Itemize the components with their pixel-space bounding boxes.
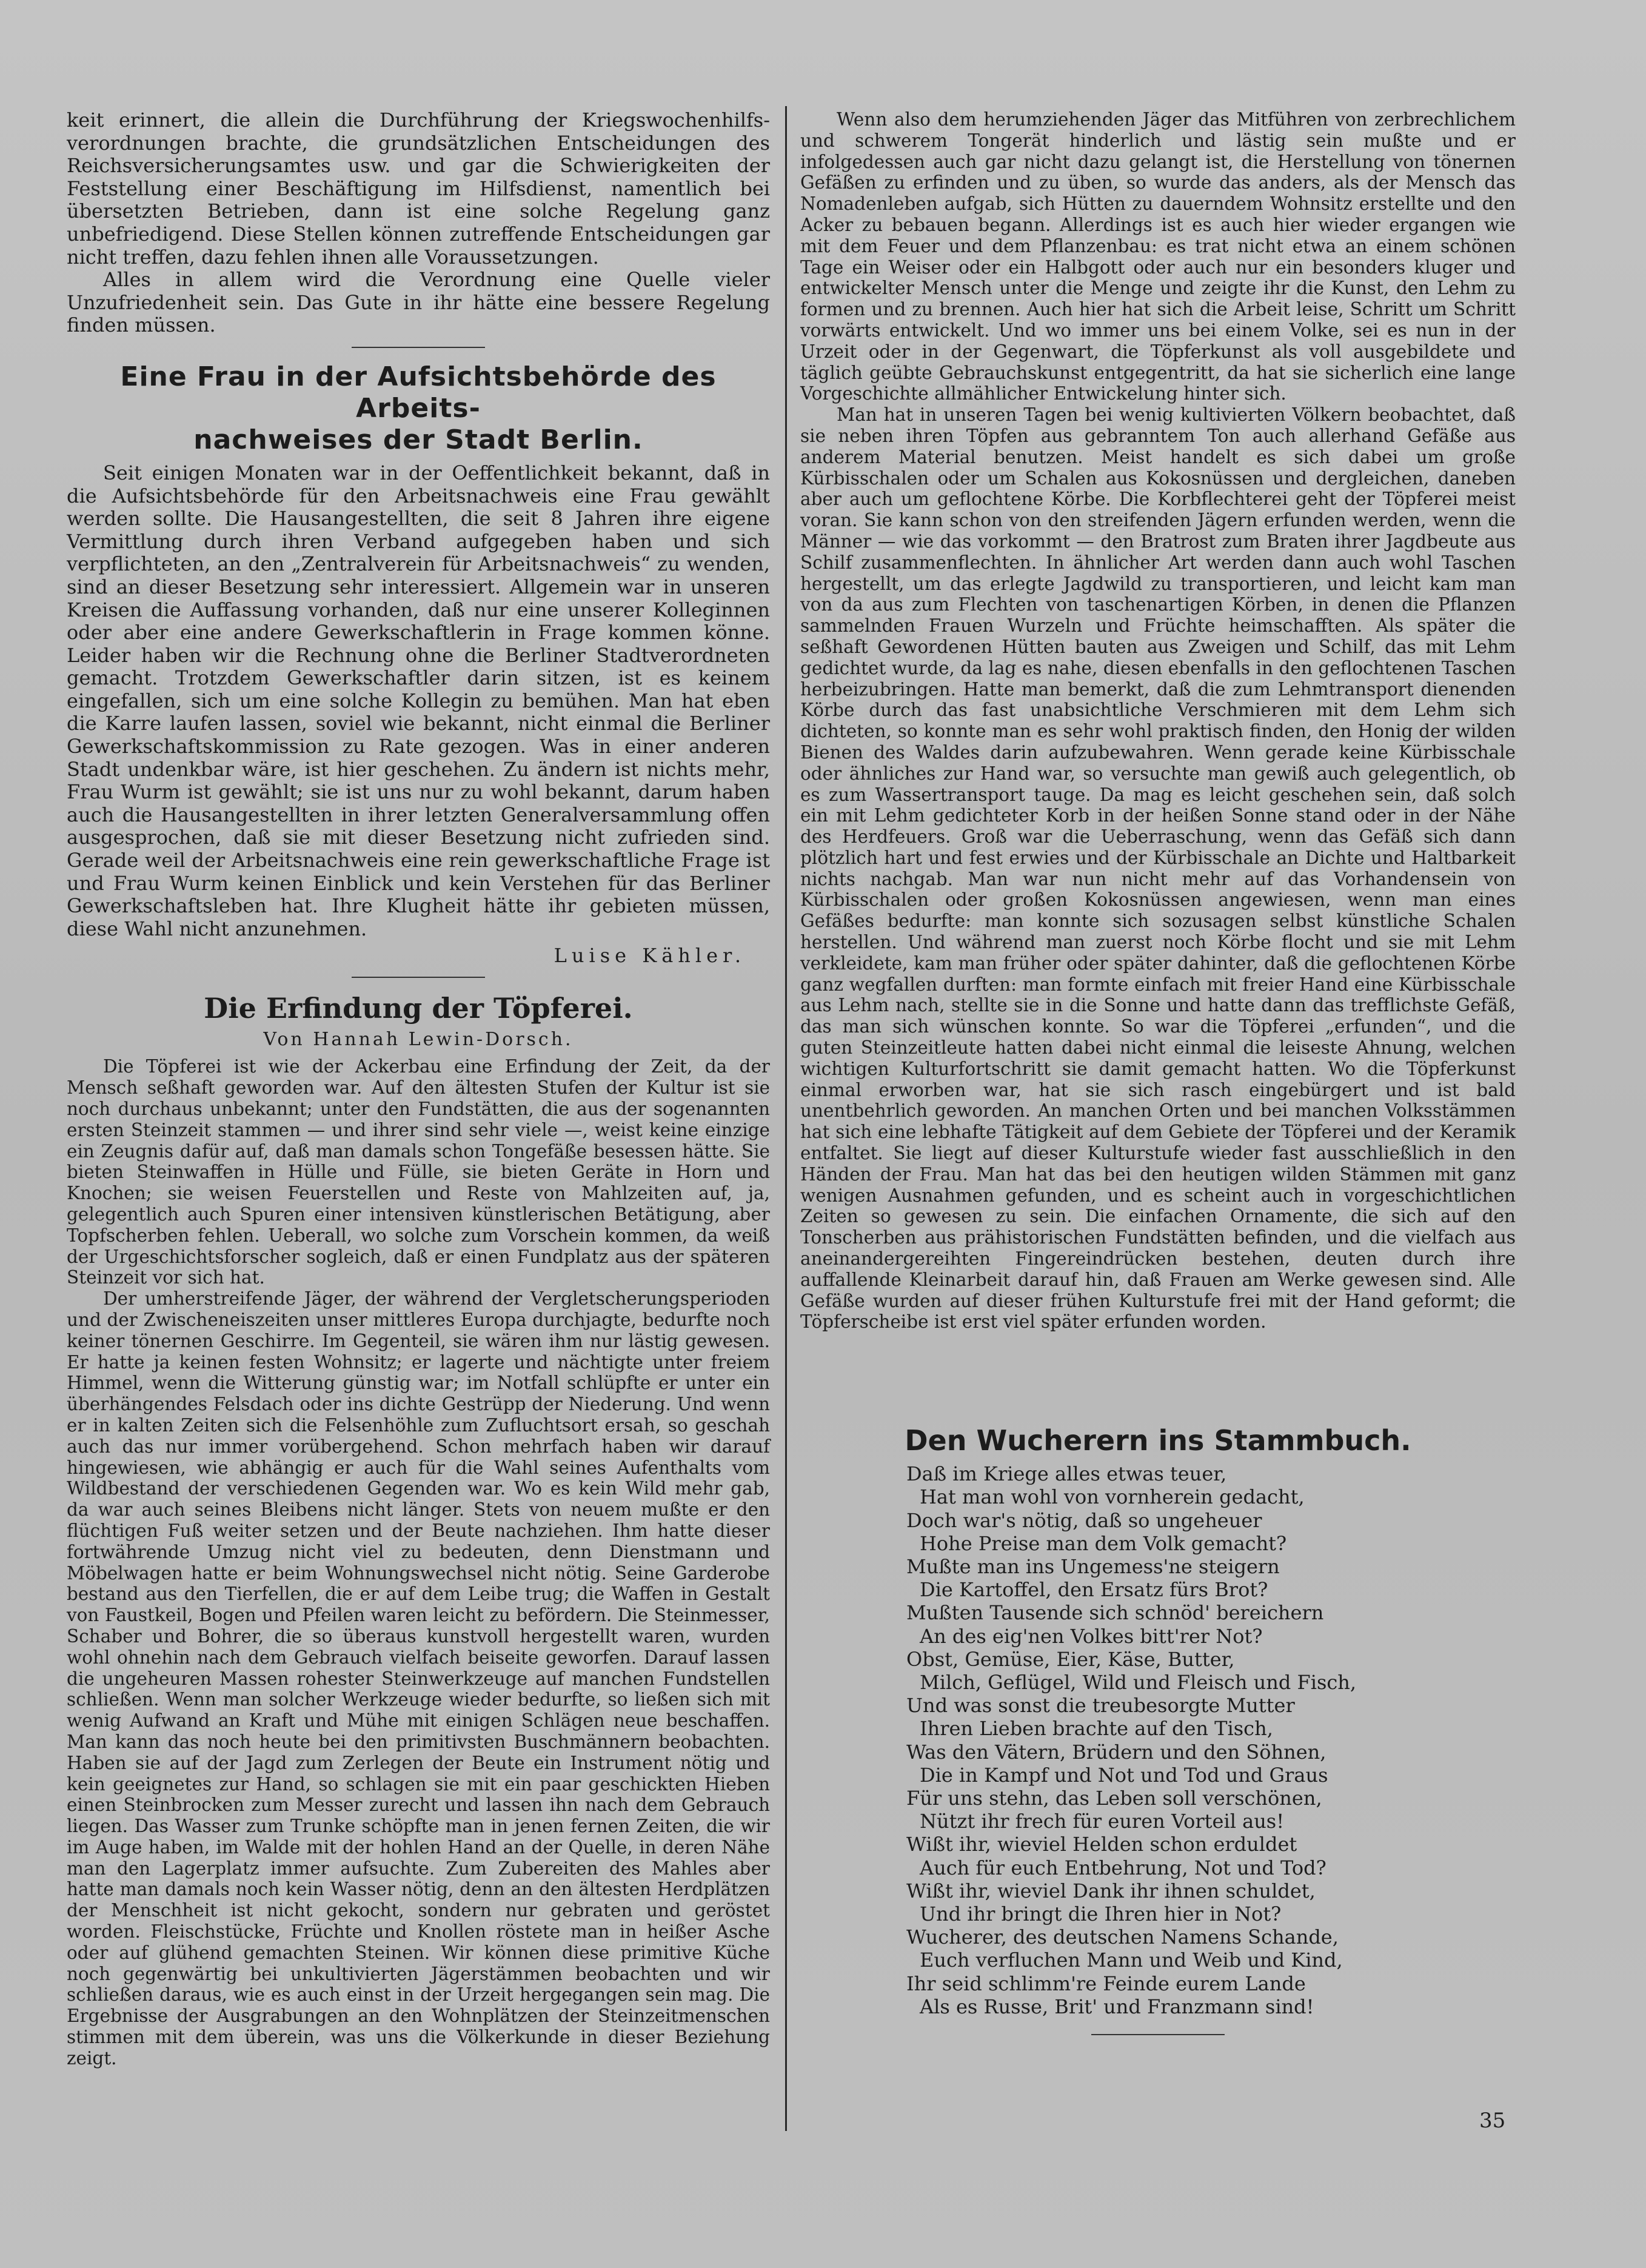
poem-line: Nützt ihr frech für euren Vorteil aus!: [920, 1810, 1285, 1833]
intro-paragraph-1: keit erinnert, die allein die Durchführung der Kriegswochenhilfs-verordnungen brachte, die grundsätzlichen Entscheidungen des Reichsversicherungsamtes usw. und gar die Schwierigkeiten der Feststellung einer Beschäftigung im Hilfsdienst, namentlich bei übersetzten Betrieben, dann ist eine solche Regelung ganz unbefriedigend. Diese Stellen können zutreffende Entscheidungen gar nicht treffen, dazu fehlen ihnen alle Voraussetzungen.: [67, 109, 770, 269]
poem-line: Und was sonst die treubesorgte Mutter: [906, 1694, 1295, 1718]
poem-line: Für uns stehn, das Leben soll verschönen,: [906, 1787, 1322, 1810]
left-column: [67, 109, 770, 2069]
poem-line: Ihren Lieben brachte auf den Tisch,: [920, 1717, 1273, 1741]
poem-line: Mußten Tausende sich schnöd' bereichern: [906, 1601, 1324, 1625]
column-divider: [785, 106, 787, 2131]
poem-line: Und ihr bringt die Ihren hier in Not?: [920, 1902, 1282, 1926]
poem-title: Den Wucherern ins Stammbuch.: [905, 1424, 1411, 1457]
poem-line: Wißt ihr, wieviel Helden schon erduldet: [906, 1833, 1297, 1856]
toepferei-paragraph-4: Man hat in unseren Tagen bei wenig kultivierten Völkern beobachtet, daß sie neben ihren Töpfen aus gebranntem Ton auch allerhand Gefäße aus anderem Material benutzen. Meist handelt es sich dabei um große Kürbisschalen oder um Schalen aus Kokosnüssen und dergleichen, daneben aber auch um geflochtene Körbe. Die Korbflechterei geht der Töpferei meist voran. Sie kann schon von den streifenden Jägern erfunden werden, wenn die Männer — wie das vorkommt — den Bratrost zum Braten ihrer Jagdbeute aus Schilf zusammenflechten. In ähnlicher Art werden dann auch wohl Taschen hergestellt, um das erlegte Jagdwild zu transportieren, und leicht kam man von da aus zum Flechten von taschenartigen Körben, in denen die Pflanzen sammelnden Frauen Wurzeln und Früchte heimschafften. Als später die seßhaft Gewordenen Hütten bauten aus Zweigen und Schilf, das mit Lehm gedichtet wurde, da lag es nahe, diesen ebenfalls in den geflochtenen Taschen herbeizubringen. Hatte man bemerkt, daß die zum Lehmtransport dienenden Körbe durch das fast unabsichtliche Verschmieren mit dem Lehm sich dichteten, so konnte man es sehr wohl praktisch finden, den Honig der wilden Bienen des Waldes darin aufzubewahren. Wenn gerade keine Kürbisschale oder ähnliches zur Hand war, so versuchte man gewiß auch gelegentlich, ob es zum Wassertransport tauge. Da mag es leicht geschehen sein, daß solch ein mit Lehm gedichteter Korb in der heißen Sonne stand oder in der Nähe des Herdfeuers. Groß war die Ueberraschung, wenn das Gefäß sich dann plötzlich hart und fest erwies und der Kürbisschale an Dichte und Haltbarkeit nichts nachgab. Man war nun nicht mehr auf das Vorhandensein von Kürbisschalen oder großen Kokosnüssen angewiesen, wenn man eines Gefäßes bedurfte: man konnte sich sozusagen selbst künstliche Schalen herstellen. Und während man zuerst noch Körbe flocht und sie mit Lehm verkleidete, kam man früher oder später dahinter, daß die geflochtenen Körbe ganz wegfallen durften: man formte einfach mit freier Hand eine Kürbisschale aus Lehm nach, stellte sie in die Sonne und hatte dann das trefflichste Gefäß, das man sich wünschen konnte. So war die Töpferei „erfunden“, und die guten Steinzeitleute hatten dabei nicht einmal die leiseste Ahnung, welchen wichtigen Kulturfortschritt sie damit gemacht hatten. Wo die Töpferkunst einmal erworben war, hat sie sich rasch eingebürgert und ist bald unentbehrlich geworden. An manchen Orten und bei manchen Volksstämmen hat sich eine lebhafte Tätigkeit auf dem Gebiete der Töpferei und der Keramik entfaltet. Sie liegt auf dieser Kulturstufe wieder fast ausschließlich in den Händen der Frau. Man hat das bei den heutigen wilden Stämmen mit ganz wenigen Ausnahmen gefunden, und es scheint auch in vorgeschichtlichen Zeiten so gewesen zu sein. Die einfachen Ornamente, die sich auf den Tonscherben aus prähistorischen Fundstätten befinden, und die vielfach aus aneinandergereihten Fingereindrücken bestehen, deuten durch ihre auffallende Kleinarbeit darauf hin, daß Frauen am Werke gewesen sind. Alle Gefäße wurden auf dieser frühen Kulturstufe frei mit der Hand geformt; die Töpferscheibe ist erst viel später erfunden worden.: [800, 404, 1516, 1333]
article-title-toepferei: Die Erfindung der Töpferei.: [204, 992, 633, 1025]
poem-line: Auch für euch Entbehrung, Not und Tod?: [920, 1856, 1327, 1879]
toepferei-paragraph-2: Der umherstreifende Jäger, der während der Vergletscherungsperioden und der Zwischeneiszeiten unser mittleres Europa durchjagte, bedurfte noch keiner tönernen Geschirre. Im Gegenteil, sie wären ihm nur lästig gewesen. Er hatte ja keinen festen Wohnsitz; er lagerte und nächtigte unter freiem Himmel, wenn die Witterung günstig war; im Notfall schlüpfte er unter ein überhängendes Felsdach oder ins dichte Gestrüpp der Niederung. Und wenn er in kalten Zeiten sich die Felsenhöhle zum Zufluchtsort ersah, so geschah auch das nur immer vorübergehend. Schon mehrfach haben wir darauf hingewiesen, wie abhängig er auch für die Wahl seines Aufenthalts vom Wildbestand der verschiedenen Gegenden war. Wo es kein Wild mehr gab, da war auch seines Bleibens nicht länger. Stets von neuem mußte er den flüchtigen Fuß weiter setzen und der Beute nachziehen. Ihm hatte dieser fortwährende Umzug nicht viel zu bedeuten, denn Dienstmann und Möbelwagen hatte er beim Wohnungswechsel nicht nötig. Seine Garderobe bestand aus den Tierfellen, die er auf dem Leibe trug; die Waffen in Gestalt von Faustkeil, Bogen und Pfeilen waren leicht zu befördern. Die Steinmesser, Schaber und Bohrer, die so überaus kunstvoll hergestellt waren, wurden wohl ohnehin nach dem Gebrauch vielfach beiseite geworfen. Darauf lassen die ungeheuren Massen rohester Steinwerkzeuge auf manchen Fundstellen schließen. Wenn man solcher Werkzeuge wieder bedurfte, so ließen sich mit wenig Aufwand an Kraft und Mühe mit einigen Schlägen neue beschaffen. Man kann das noch heute bei den primitivsten Buschmännern beobachten. Haben sie auf der Jagd zum Zerlegen der Beute ein Instrument nötig und kein geeignetes zur Hand, so schlagen sie mit ein paar geschickten Hieben einen Steinbrocken zum Messer zurecht und lassen ihn nach dem Gebrauch liegen. Das Wasser zum Trunke schöpfte man in jenen fernen Zeiten, die wir im Auge haben, im Walde mit der hohlen Hand an der Quelle, in deren Nähe man den Lagerplatz immer aufsuchte. Zum Zubereiten des Mahles aber hatte man damals noch kein Wasser nötig, denn an den ältesten Herdplätzen der Menschheit ist nicht gekocht, sondern nur gebraten und geröstet worden. Fleischstücke, Früchte und Knollen röstete man in heißer Asche oder auf glühend gemachten Steinen. Wir können diese primitive Küche noch gegenwärtig bei unkultivierten Jägerstämmen beobachten und wir schließen daraus, wie es auch einst in der Urzeit hergegangen sein mag. Die Ergebnisse der Ausgrabungen an den Wohnplätzen der Steinzeitmenschen stimmen mit dem überein, was uns die Völkerkunde in dieser Beziehung zeigt.: [67, 1288, 770, 2069]
poem-line: Die Kartoffel, den Ersatz fürs Brot?: [920, 1578, 1268, 1602]
toepferei-paragraph-3: Wenn also dem herumziehenden Jäger das Mitführen von zerbrechlichem und schwerem Tongerät hinderlich und lästig sein mußte und er infolgedessen auch gar nicht dazu gelangt ist, die Herstellung von tönernen Gefäßen zu erfinden und zu üben, so wurde das anders, als der Mensch das Nomadenleben aufgab, sich Hütten zu dauerndem Wohnsitz erstellte und den Acker zu bebauen begann. Allerdings ist es auch hier wieder ergangen wie mit dem Feuer und dem Pflanzenbau: es trat nicht etwa an einem schönen Tage ein Weiser oder ein Halbgott oder auch nur ein besonders kluger und entwickelter Mensch unter die Menge und zeigte ihr die Kunst, den Lehm zu formen und zu brennen. Auch hier hat sich die Arbeit leise, Schritt um Schritt vorwärts entwickelt. Und wo immer uns bei einem Volke, sei es nun in der Urzeit oder in der Gegenwart, die Töpferkunst als voll ausgebildete und täglich geübte Gebrauchskunst entgegentritt, da hat sie sicherlich eine lange Vorgeschichte allmählicher Entwickelung hinter sich.: [800, 109, 1516, 404]
separator-line: [1091, 2034, 1225, 2035]
separator-line: [352, 977, 485, 978]
toepferei-paragraph-1: Die Töpferei ist wie der Ackerbau eine Erfindung der Zeit, da der Mensch seßhaft geworden war. Auf den ältesten Stufen der Kultur ist sie noch durchaus unbekannt; unter den Fundstätten, die aus der sogenannten ersten Steinzeit stammen — und ihrer sind sehr viele —, weist keine einzige ein Zeugnis dafür auf, daß man damals schon Tongefäße besessen hätte. Sie bieten Steinwaffen in Hülle und Fülle, sie bieten Geräte in Horn und Knochen; sie weisen Feuerstellen und Reste von Mahlzeiten auf, ja, gelegentlich auch Spuren einer intensiven künstlerischen Betätigung, aber Topfscherben fehlen. Ueberall, wo solche zum Vorschein kommen, da weiß der Urgeschichtsforscher sogleich, daß er einen Fundplatz aus der späteren Steinzeit vor sich hat.: [67, 1056, 770, 1288]
spacer: [800, 1333, 1516, 1423]
poem-line: Ihr seid schlimm're Feinde eurem Lande: [906, 1972, 1306, 1995]
poem-line: Hat man wohl von vornherein gedacht,: [920, 1485, 1305, 1509]
poem-line: Doch war's nötig, daß so ungeheuer: [906, 1508, 1262, 1532]
poem-line: Als es Russe, Brit' und Franzmann sind!: [920, 1995, 1314, 2018]
article-body-frau-aufsichtsbehoerde: Seit einigen Monaten war in der Oeffentlichkeit bekannt, daß in die Aufsichtsbehörde für den Arbeitsnachweis eine Frau gewählt werden sollte. Die Hausangestellten, die seit 8 Jahren ihre eigene Vermittlung durch ihren Verband aufgegeben haben und sich verpflichteten, an den „Zentralverein für Arbeitsnachweis“ zu wenden, sind an dieser Besetzung sehr interessiert. Allgemein war in unseren Kreisen die Auffassung vorhanden, daß nur eine unserer Kolleginnen oder aber eine andere Gewerkschaftlerin in Frage kommen könne. Leider haben wir die Rechnung ohne die Berliner Stadtverordneten gemacht. Trotzdem Gewerkschaftler darin sitzen, ist es keinem eingefallen, sich um eine solche Kollegin zu bemühen. Man hat eben die Karre laufen lassen, soviel wie bekannt, nicht einmal die Berliner Gewerkschaftskommission zu Rate gezogen. Was in einer anderen Stadt undenkbar wäre, ist hier geschehen. Zu ändern ist nichts mehr, Frau Wurm ist gewählt; sie ist uns nur zu wohl bekannt, darum haben auch die Hausangestellten in ihrer letzten Generalversammlung offen ausgesprochen, daß sie mit dieser Besetzung nicht zufrieden sind. Gerade weil der Arbeitsnachweis eine rein gewerkschaftliche Frage ist und Frau Wurm keinen Einblick und kein Verstehen für das Berliner Gewerkschaftsleben hat. Ihre Klugheit hätte ihr gebieten müssen, diese Wahl nicht anzunehmen.: [67, 461, 770, 940]
poem-line: Die in Kampf und Not und Tod und Graus: [920, 1763, 1328, 1787]
poem-line: Hohe Preise man dem Volk gemacht?: [920, 1531, 1287, 1555]
article-title-line-2: nachweises der Stadt Berlin.: [193, 424, 643, 455]
page-number: 35: [1479, 2109, 1506, 2133]
poem-line: Wucherer, des deutschen Namens Schande,: [906, 1925, 1339, 1949]
author-signature: Luise Kähler.: [554, 944, 746, 968]
article-title-line-1: Eine Frau in der Aufsichtsbehörde des Arbeits-: [120, 361, 717, 424]
poem-line: An des eig'nen Volkes bitt'rer Not?: [920, 1624, 1263, 1648]
poem-line: Was den Vätern, Brüdern und den Söhnen,: [906, 1740, 1327, 1764]
article-title-frau-aufsichtsbehoerde: [67, 361, 770, 456]
poem-line: Obst, Gemüse, Eier, Käse, Butter,: [906, 1647, 1235, 1671]
poem-line: Euch verfluchen Mann und Weib und Kind,: [920, 1949, 1343, 1972]
poem-line: Wißt ihr, wieviel Dank ihr ihnen schuldet,: [906, 1879, 1316, 1902]
article-byline: Von Hannah Lewin-Dorsch.: [263, 1029, 574, 1051]
poem-line: Milch, Geflügel, Wild und Fleisch und Fisch,: [920, 1671, 1357, 1694]
poem: [906, 1462, 1516, 2018]
poem-line: Mußte man ins Ungemess'ne steigern: [906, 1555, 1280, 1579]
intro-paragraph-2: Alles in allem wird die Verordnung eine Quelle vieler Unzufriedenheit sein. Das Gute in ihr hätte eine bessere Regelung finden müssen.: [67, 268, 770, 337]
right-column: [800, 109, 1516, 2049]
poem-line: Daß im Kriege alles etwas teuer,: [906, 1462, 1227, 1486]
separator-line: [352, 347, 485, 348]
